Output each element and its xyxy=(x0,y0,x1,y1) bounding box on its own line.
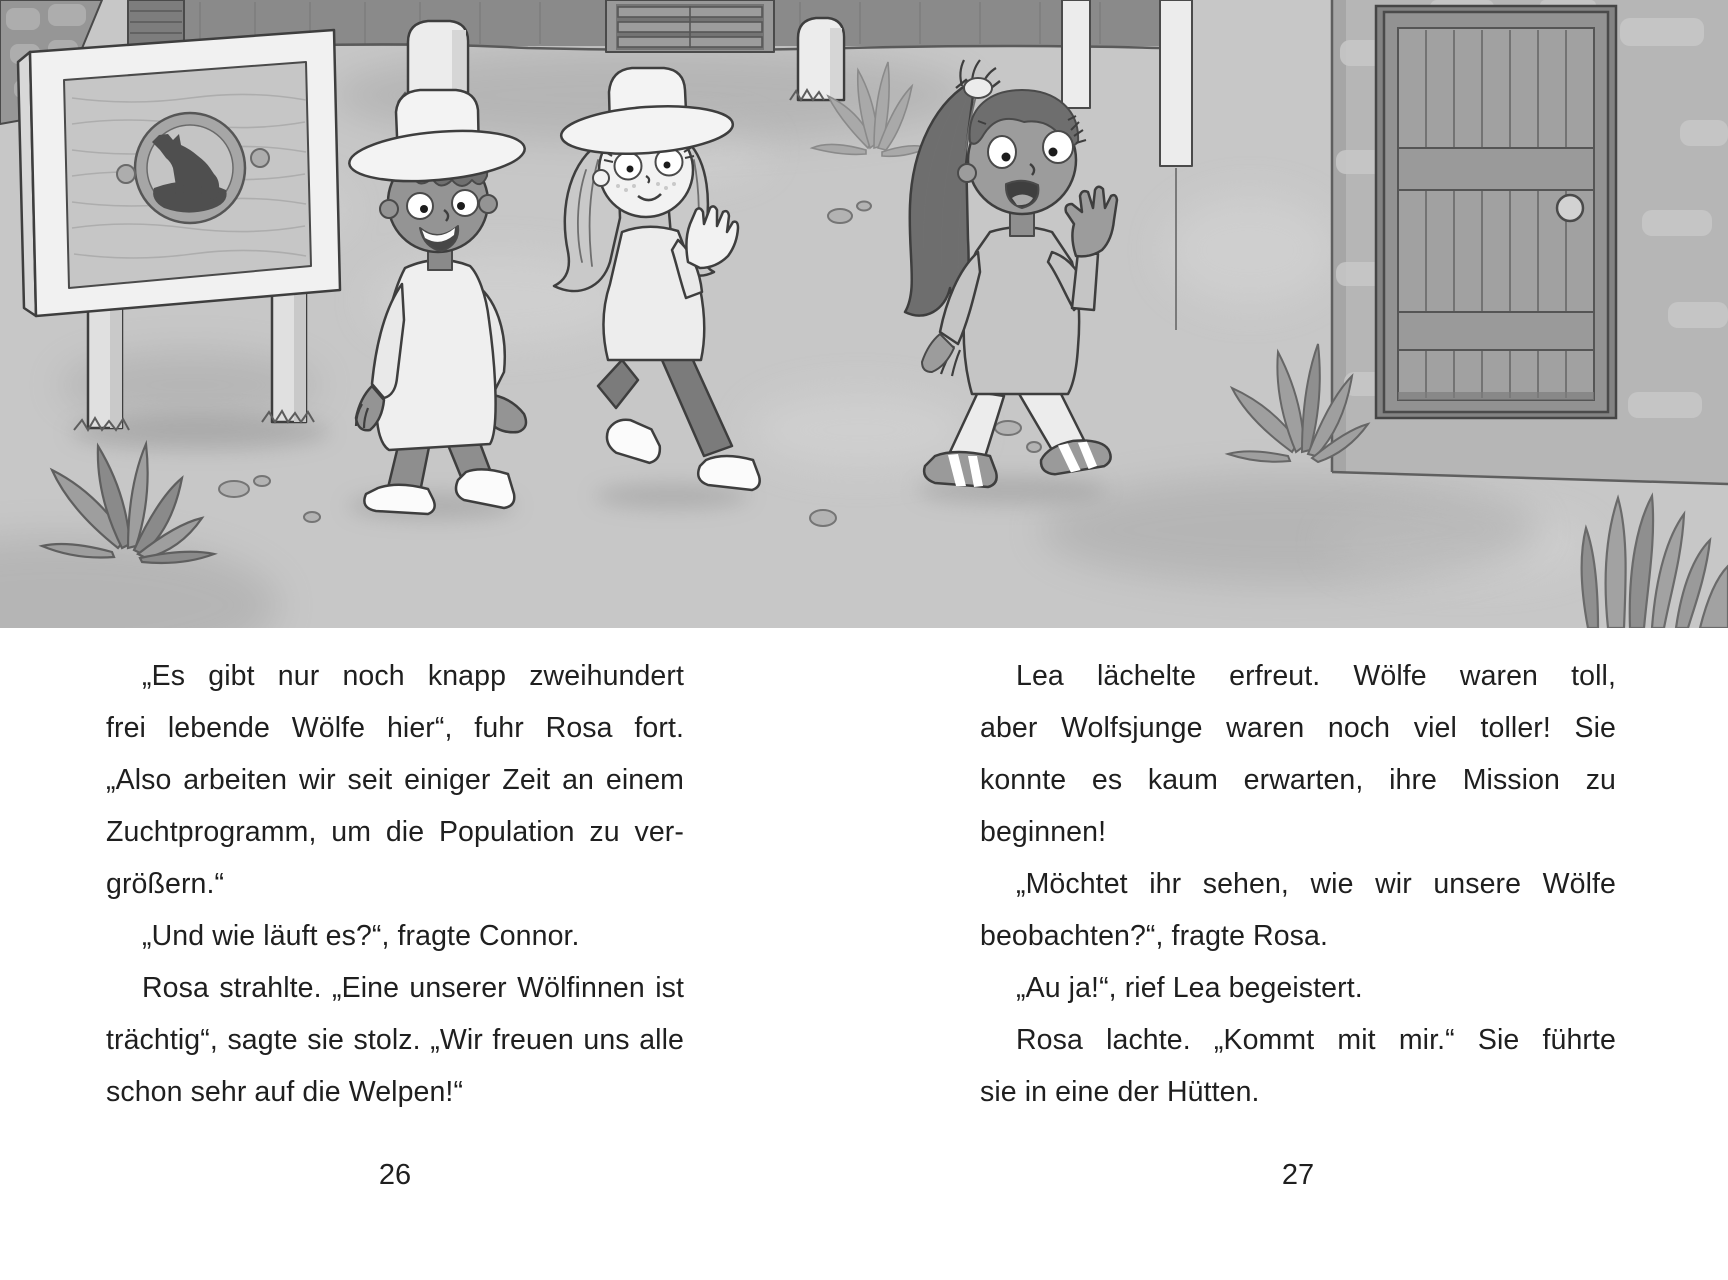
lea-shoe xyxy=(698,456,759,490)
illustration-canvas xyxy=(0,0,1728,628)
page-number-right: 27 xyxy=(1281,1159,1315,1191)
connor-shoe xyxy=(364,485,434,514)
text-line: „Und wie läuft es?“, fragte Connor. xyxy=(142,920,580,952)
background-door-left xyxy=(128,0,184,45)
text-line: Rosa lachte. „Kommt mit mir.“ Sie führte xyxy=(1016,1024,1616,1056)
page-text-left xyxy=(106,650,684,1118)
text-line: „Möchtet ihr sehen, wie wir unsere Wölfe xyxy=(1016,868,1616,900)
rosa-scrunchie xyxy=(964,78,992,98)
stone-building xyxy=(1332,0,1728,484)
page-number-left: 26 xyxy=(378,1159,412,1191)
text-line: Zuchtprogramm, um die Population zu ver- xyxy=(106,816,684,848)
text-pages xyxy=(0,628,1728,1280)
text-line: frei lebende Wölfe hier“, fuhr Rosa fort. xyxy=(106,712,684,744)
text-line: trächtig“, sagte sie stolz. „Wir freuen uns alle xyxy=(106,1024,684,1056)
text-line: „Es gibt nur noch knapp zweihundert xyxy=(142,660,684,692)
sign-bolt-icon xyxy=(117,165,135,183)
text-line: Rosa strahlte. „Eine unserer Wölfinnen ist xyxy=(142,972,684,1004)
text-line: größern.“ xyxy=(106,868,225,900)
text-line: „Also arbeiten wir seit einiger Zeit an einem xyxy=(106,764,684,796)
wolf-icon xyxy=(135,113,245,223)
text-line: „Au ja!“, rief Lea begeistert. xyxy=(1016,972,1363,1004)
text-line: beobachten?“, fragte Rosa. xyxy=(980,920,1328,952)
sign-bolt-icon xyxy=(251,149,269,167)
wooden-door xyxy=(1376,6,1616,418)
text-line: konnte es kaum erwarten, ihre Mission zu xyxy=(980,764,1616,796)
background-gate xyxy=(606,0,774,52)
page-text-right xyxy=(980,650,1616,1118)
rosa-sandal xyxy=(924,452,997,487)
text-line: beginnen! xyxy=(980,816,1107,848)
text-line: aber Wolfsjunge waren noch viel toller! Sie xyxy=(980,712,1616,744)
story-illustration xyxy=(0,0,1728,628)
door-knob-icon xyxy=(1557,195,1583,221)
text-line: schon sehr auf die Welpen!“ xyxy=(106,1076,464,1108)
text-line: sie in eine der Hütten. xyxy=(980,1076,1260,1108)
text-line: Lea lächelte erfreut. Wölfe waren toll, xyxy=(1016,660,1616,692)
